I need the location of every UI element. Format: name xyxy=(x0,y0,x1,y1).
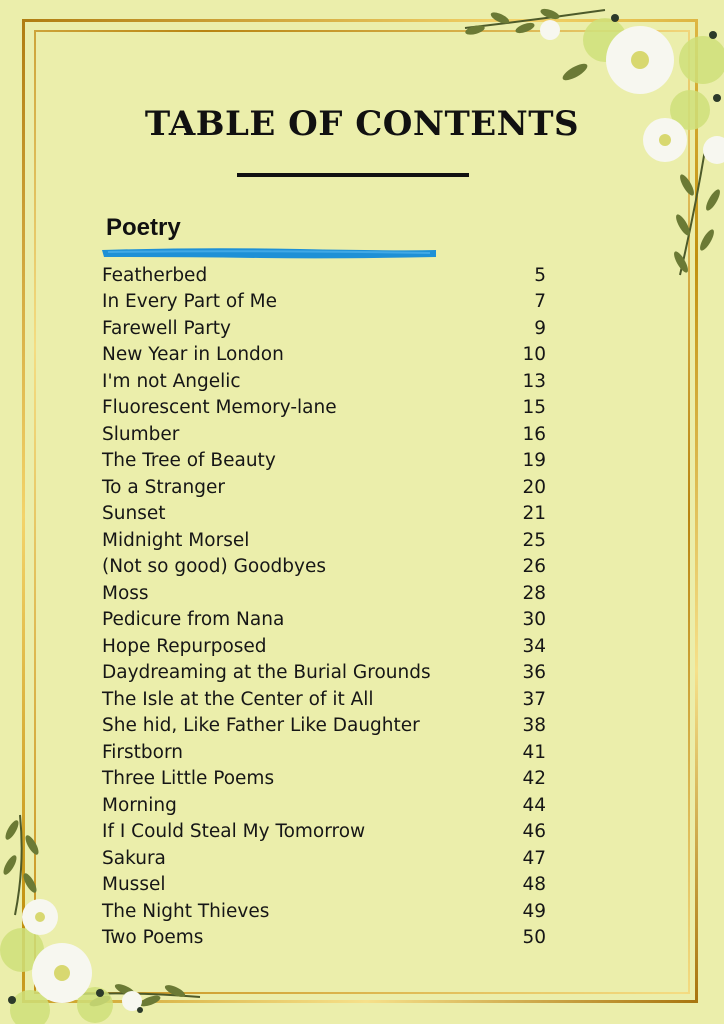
toc-entry-title: Featherbed xyxy=(102,264,208,286)
toc-entry xyxy=(102,845,546,872)
toc-entry xyxy=(102,368,546,395)
toc-entry xyxy=(102,395,546,422)
toc-entry-page: 47 xyxy=(522,847,546,869)
toc-entry-page: 7 xyxy=(534,291,546,313)
toc-entry xyxy=(102,607,546,634)
toc-entry-title: Sunset xyxy=(102,503,166,525)
toc-entry-title: Sakura xyxy=(102,847,166,869)
toc-entry xyxy=(102,660,546,687)
toc-entry xyxy=(102,686,546,713)
toc-entry xyxy=(102,792,546,819)
toc-entry-title: Hope Repurposed xyxy=(102,635,267,657)
toc-entry-page: 44 xyxy=(522,794,546,816)
toc-entry xyxy=(102,713,546,740)
toc-entry xyxy=(102,262,546,289)
toc-entry-title: Morning xyxy=(102,794,177,816)
toc-entry-title: Fluorescent Memory-lane xyxy=(102,397,337,419)
toc-entry xyxy=(102,580,546,607)
toc-entry-page: 21 xyxy=(522,503,546,525)
toc-entry-title: In Every Part of Me xyxy=(102,291,277,313)
toc-entry xyxy=(102,342,546,369)
toc-entry-title: Mussel xyxy=(102,874,166,896)
toc-entry xyxy=(102,501,546,528)
toc-entry-page: 48 xyxy=(522,874,546,896)
toc-entry-title: She hid, Like Father Like Daughter xyxy=(102,715,420,737)
toc-entry-page: 15 xyxy=(522,397,546,419)
toc-entry-page: 50 xyxy=(522,927,546,949)
toc-entry-page: 5 xyxy=(534,264,546,286)
toc-entry-page: 25 xyxy=(522,529,546,551)
toc-entry xyxy=(102,554,546,581)
toc-entry xyxy=(102,872,546,899)
toc-entry-page: 34 xyxy=(522,635,546,657)
toc-entry-page: 10 xyxy=(522,344,546,366)
toc-entry-title: Moss xyxy=(102,582,149,604)
toc-entry-page: 46 xyxy=(522,821,546,843)
toc-entry-title: I'm not Angelic xyxy=(102,370,241,392)
toc-entry-page: 49 xyxy=(522,900,546,922)
toc-entry-title: Three Little Poems xyxy=(102,768,275,790)
toc-entry-title: (Not so good) Goodbyes xyxy=(102,556,326,578)
toc-entry-page: 30 xyxy=(522,609,546,631)
toc-entry-page: 16 xyxy=(522,423,546,445)
toc-entry xyxy=(102,315,546,342)
toc-entry-title: New Year in London xyxy=(102,344,284,366)
toc-entry xyxy=(102,898,546,925)
toc-entry-page: 37 xyxy=(522,688,546,710)
toc-entry-page: 36 xyxy=(522,662,546,684)
toc-entry xyxy=(102,739,546,766)
toc-entry-page: 38 xyxy=(522,715,546,737)
toc-entry xyxy=(102,819,546,846)
toc-entry-title: The Tree of Beauty xyxy=(102,450,276,472)
toc-entry-page: 19 xyxy=(522,450,546,472)
toc-entry xyxy=(102,925,546,952)
toc-entry-page: 26 xyxy=(522,556,546,578)
toc-entry-title: The Isle at the Center of it All xyxy=(102,688,374,710)
toc-entry-page: 20 xyxy=(522,476,546,498)
toc-entry-title: Pedicure from Nana xyxy=(102,609,285,631)
toc-entry xyxy=(102,766,546,793)
toc-list xyxy=(102,262,546,951)
section-heading: Poetry xyxy=(106,214,181,241)
page-title: TABLE OF CONTENTS xyxy=(144,104,580,144)
toc-entry-page: 42 xyxy=(522,768,546,790)
toc-entry xyxy=(102,289,546,316)
toc-entry xyxy=(102,633,546,660)
toc-entry-title: Firstborn xyxy=(102,741,184,763)
toc-entry xyxy=(102,527,546,554)
brush-stroke xyxy=(100,246,438,260)
toc-entry-page: 28 xyxy=(522,582,546,604)
toc-entry-page: 13 xyxy=(522,370,546,392)
toc-entry-title: If I Could Steal My Tomorrow xyxy=(102,821,366,843)
toc-entry-title: Midnight Morsel xyxy=(102,529,250,551)
toc-entry-title: The Night Thieves xyxy=(102,900,270,922)
toc-entry-page: 41 xyxy=(522,741,546,763)
toc-entry xyxy=(102,474,546,501)
toc-entry-title: Farewell Party xyxy=(102,317,232,339)
toc-entry-title: Daydreaming at the Burial Grounds xyxy=(102,662,431,684)
title-underline xyxy=(237,173,469,177)
toc-entry-title: Two Poems xyxy=(102,927,204,949)
toc-entry-title: To a Stranger xyxy=(102,476,225,498)
toc-entry-page: 9 xyxy=(534,317,546,339)
toc-entry xyxy=(102,448,546,475)
toc-entry-title: Slumber xyxy=(102,423,180,445)
toc-entry xyxy=(102,421,546,448)
